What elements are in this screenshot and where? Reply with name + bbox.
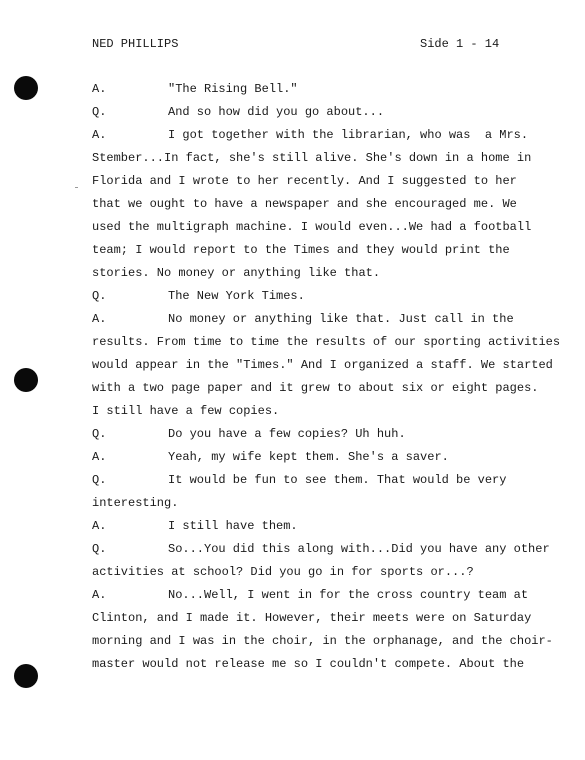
transcript-line bbox=[92, 220, 531, 234]
transcript-line bbox=[92, 473, 506, 487]
speaker-label: A. bbox=[92, 312, 107, 326]
transcript-line bbox=[92, 657, 524, 671]
transcript-line bbox=[92, 335, 560, 349]
transcript-line bbox=[92, 611, 531, 625]
speaker-label: A. bbox=[92, 519, 107, 533]
speaker-label: Q. bbox=[92, 427, 107, 441]
transcript-line bbox=[92, 289, 305, 303]
transcript-text: interesting. bbox=[92, 496, 179, 510]
transcript-text: master would not release me so I couldn't compete. About the bbox=[92, 657, 525, 671]
transcript-line bbox=[92, 266, 380, 280]
transcript-line bbox=[92, 381, 538, 395]
transcript-line bbox=[92, 542, 550, 556]
transcript-text: Do you have a few copies? Uh huh. bbox=[168, 427, 406, 441]
transcript-text: And so how did you go about... bbox=[168, 105, 385, 119]
transcript-line bbox=[92, 128, 528, 142]
speaker-label: A. bbox=[92, 82, 107, 96]
transcript-line bbox=[92, 312, 514, 326]
transcript-text: Florida and I wrote to her recently. And I suggested to her bbox=[92, 174, 517, 188]
speaker-label: A. bbox=[92, 128, 107, 142]
transcript-text: team; I would report to the Times and they would print the bbox=[92, 243, 510, 257]
transcript-line bbox=[92, 358, 553, 372]
speaker-label: Q. bbox=[92, 105, 107, 119]
transcript-line bbox=[92, 82, 298, 96]
transcript-text: I still have a few copies. bbox=[92, 404, 280, 418]
transcript-line bbox=[92, 151, 531, 165]
transcript-line bbox=[92, 634, 553, 648]
transcript-text: used the multigraph machine. I would even...We had a football bbox=[92, 220, 532, 234]
transcript-text: would appear in the "Times." And I organized a staff. We started bbox=[92, 358, 553, 372]
speaker-label: A. bbox=[92, 450, 107, 464]
transcript-text: I still have them. bbox=[168, 519, 298, 533]
transcript-text: Stember...In fact, she's still alive. She's down in a home in bbox=[92, 151, 532, 165]
transcript-text: It would be fun to see them. That would be very bbox=[168, 473, 507, 487]
speaker-label: A. bbox=[92, 588, 107, 602]
transcript-text: activities at school? Did you go in for sports or...? bbox=[92, 565, 474, 579]
transcript-line bbox=[92, 588, 528, 602]
transcript-line bbox=[92, 519, 298, 533]
transcript-text: No...Well, I went in for the cross country team at bbox=[168, 588, 529, 602]
speaker-label: Q. bbox=[92, 473, 107, 487]
transcript-text: "The Rising Bell." bbox=[168, 82, 298, 96]
scan-speck bbox=[75, 187, 78, 188]
transcript-text: morning and I was in the choir, in the orphanage, and the choir- bbox=[92, 634, 553, 648]
transcript-line bbox=[92, 565, 474, 579]
transcript-line bbox=[92, 105, 384, 119]
transcript-line bbox=[92, 450, 449, 464]
speaker-label: Q. bbox=[92, 289, 107, 303]
transcript-text: The New York Times. bbox=[168, 289, 305, 303]
transcript-text: with a two page paper and it grew to about six or eight pages. bbox=[92, 381, 539, 395]
transcript-line bbox=[92, 197, 517, 211]
transcript-text: Clinton, and I made it. However, their meets were on Saturday bbox=[92, 611, 532, 625]
transcript-line bbox=[92, 243, 510, 257]
header-interviewee-name: NED PHILLIPS bbox=[92, 37, 179, 51]
binder-hole-middle bbox=[14, 368, 38, 392]
transcript-text: stories. No money or anything like that. bbox=[92, 266, 381, 280]
speaker-label: Q. bbox=[92, 542, 107, 556]
transcript-text: results. From time to time the results of our sporting activities bbox=[92, 335, 561, 349]
binder-hole-bottom bbox=[14, 664, 38, 688]
transcript-text: No money or anything like that. Just call in the bbox=[168, 312, 514, 326]
transcript-text: Yeah, my wife kept them. She's a saver. bbox=[168, 450, 449, 464]
transcript-line bbox=[92, 174, 517, 188]
transcript-text: that we ought to have a newspaper and she encouraged me. We bbox=[92, 197, 517, 211]
transcript-text: I got together with the librarian, who was a Mrs. bbox=[168, 128, 529, 142]
binder-hole-top bbox=[14, 76, 38, 100]
transcript-line bbox=[92, 496, 178, 510]
transcript-line bbox=[92, 427, 406, 441]
header-page-number: Side 1 - 14 bbox=[420, 37, 500, 51]
transcript-line bbox=[92, 404, 279, 418]
transcript-text: So...You did this along with...Did you have any other bbox=[168, 542, 550, 556]
